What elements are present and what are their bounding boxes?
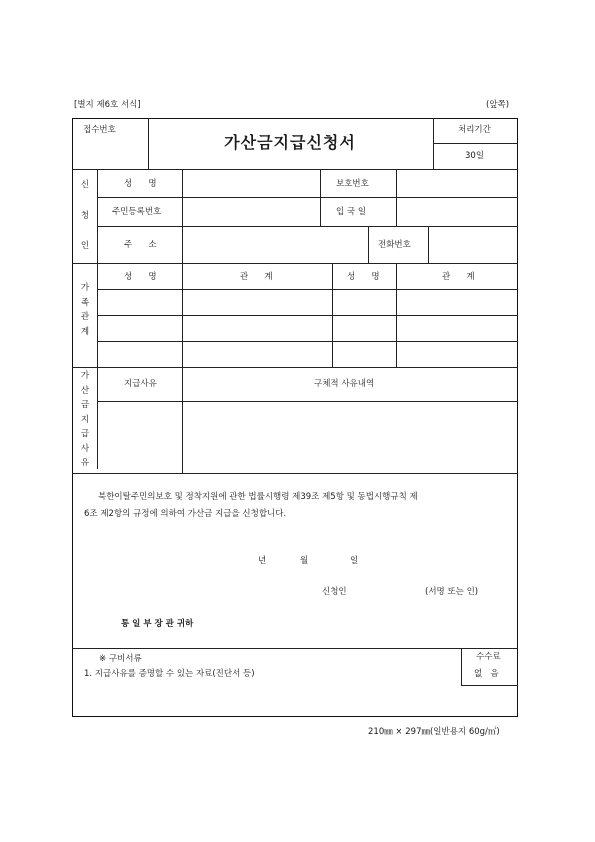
- fee-label: 수수료: [476, 652, 501, 662]
- entry-date-field[interactable]: [397, 198, 517, 225]
- family-name-field[interactable]: [98, 290, 181, 314]
- resident-number-field[interactable]: [183, 198, 319, 225]
- required-docs-title: ※ 구비서류: [99, 654, 142, 664]
- entry-date-label: 입 국 일: [336, 207, 367, 217]
- family-section-label: 가 족 관 계: [80, 283, 90, 337]
- family-relation-label: 관 계: [442, 272, 475, 282]
- applicant-section-label: 신 청 인: [80, 180, 90, 251]
- protection-number-field[interactable]: [397, 170, 517, 196]
- applicant-sign-label: 신청인: [322, 587, 347, 597]
- address-field[interactable]: [183, 227, 367, 262]
- family-name-label: 성 명: [124, 272, 157, 282]
- applicant-name-label: 성 명: [124, 179, 157, 189]
- paper-spec: 210㎜ × 297㎜(일반용지 60g/㎡): [368, 727, 500, 737]
- resident-number-label: 주민등록번호: [112, 207, 162, 217]
- divider: [72, 367, 518, 368]
- family-relation-label: 관 계: [240, 272, 273, 282]
- divider: [72, 263, 518, 264]
- family-name-field[interactable]: [333, 342, 395, 366]
- processing-period-value: 30일: [465, 151, 485, 161]
- required-doc-item: 1. 지급사유를 증명할 수 있는 자료(진단서 등): [84, 669, 255, 679]
- protection-number-label: 보호번호: [336, 179, 369, 189]
- family-name-field[interactable]: [333, 316, 395, 340]
- divider: [461, 648, 462, 685]
- divider: [72, 473, 518, 474]
- applicant-sign-field[interactable]: [360, 582, 420, 600]
- statement-line-1: 북한이탈주민의보호 및 정착지원에 관한 법률시행령 제39조 제5항 및 동법시행규칙 제: [98, 492, 418, 502]
- family-relation-field[interactable]: [183, 316, 331, 340]
- divider: [72, 648, 518, 649]
- fee-value: 없 음: [474, 669, 499, 679]
- applicant-name-field[interactable]: [183, 170, 319, 196]
- reason-detail-field[interactable]: [183, 402, 517, 472]
- family-name-field[interactable]: [98, 316, 181, 340]
- family-name-field[interactable]: [333, 290, 395, 314]
- family-relation-field[interactable]: [397, 290, 517, 314]
- payment-reason-field[interactable]: [98, 402, 181, 472]
- phone-field[interactable]: [429, 227, 517, 262]
- family-name-label: 성 명: [347, 272, 380, 282]
- form-title: 가산금지급신청서: [224, 133, 356, 152]
- form-number: [별지 제6호 서식]: [74, 100, 141, 110]
- phone-label: 전화번호: [378, 240, 411, 250]
- address-label: 주 소: [124, 240, 157, 250]
- divider: [320, 169, 321, 226]
- statement-line-2: 6조 제2항의 규정에 의하여 가산금 지급을 신청합니다.: [84, 509, 287, 519]
- family-relation-field[interactable]: [183, 290, 331, 314]
- date-day-label: 일: [350, 556, 359, 566]
- addressee: 통 일 부 장 관 귀하: [121, 619, 194, 629]
- page-side-label: (앞쪽): [486, 100, 510, 110]
- receipt-number-label: 접수번호: [83, 125, 116, 135]
- payment-reason-label: 지급사유: [124, 379, 157, 389]
- reason-detail-label: 구체적 사유내역: [314, 379, 375, 389]
- divider: [433, 143, 518, 144]
- family-name-field[interactable]: [98, 342, 181, 366]
- family-relation-field[interactable]: [183, 342, 331, 366]
- date-year-label: 년: [258, 556, 267, 566]
- signature-note: (서명 또는 인): [425, 587, 479, 597]
- family-relation-field[interactable]: [397, 342, 517, 366]
- divider: [461, 685, 518, 686]
- divider: [368, 226, 369, 263]
- processing-period-label: 처리기간: [458, 125, 491, 135]
- reason-section-label: 가 산 금 지 급 사 유: [80, 371, 90, 468]
- date-month-label: 월: [300, 556, 309, 566]
- family-relation-field[interactable]: [397, 316, 517, 340]
